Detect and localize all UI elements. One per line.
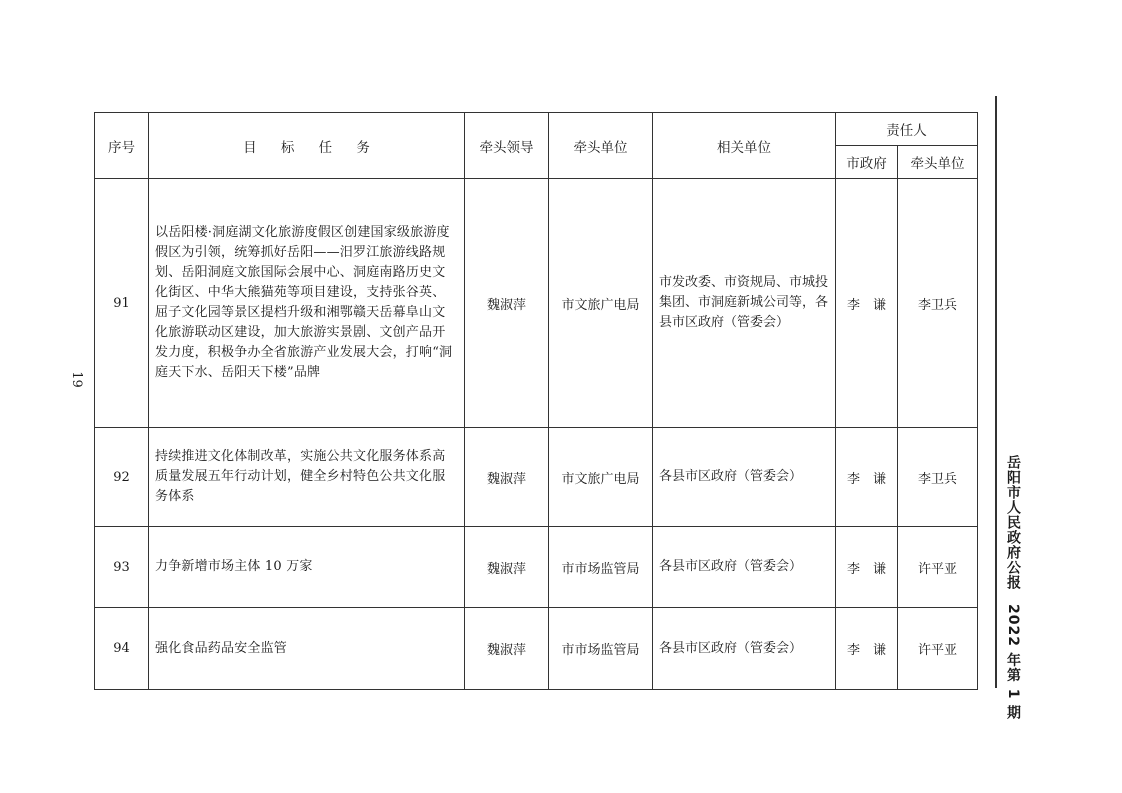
header-row: [95, 113, 978, 146]
row-seq: 91: [95, 179, 149, 428]
row-seq: 93: [95, 527, 149, 608]
header-task: 目 标 任 务: [149, 113, 465, 179]
row-related-units: 各县市区政府（管委会）: [653, 608, 836, 690]
row-related-units: 各县市区政府（管委会）: [653, 527, 836, 608]
header-city-gov: 市政府: [836, 146, 898, 179]
issue-label: 2022 年第 1 期: [1005, 604, 1021, 721]
row-lead-unit: 市市场监管局: [549, 527, 653, 608]
row-city-gov: 李 谦: [836, 527, 898, 608]
header-lead-unit-person: 牵头单位: [898, 146, 978, 179]
row-related-units: 市发改委、市资规局、市城投集团、市洞庭新城公司等，各县市区政府（管委会）: [653, 179, 836, 428]
row-lead-unit: 市文旅广电局: [549, 179, 653, 428]
header-lead-leader: 牵头领导: [465, 113, 549, 179]
row-city-gov: 李 谦: [836, 428, 898, 527]
row-lead-unit-person: 许平亚: [898, 527, 978, 608]
row-lead-leader: 魏淑萍: [465, 608, 549, 690]
table-row: [95, 428, 978, 527]
task-table: [94, 112, 978, 690]
row-lead-leader: 魏淑萍: [465, 527, 549, 608]
row-task: 强化食品药品安全监管: [149, 608, 465, 690]
row-lead-unit-person: 李卫兵: [898, 179, 978, 428]
row-city-gov: 李 谦: [836, 179, 898, 428]
page-number: 19: [68, 371, 84, 388]
row-related-units: 各县市区政府（管委会）: [653, 428, 836, 527]
row-lead-unit: 市文旅广电局: [549, 428, 653, 527]
publication-name: 岳阳市人民政府公报: [1005, 455, 1021, 590]
row-lead-leader: 魏淑萍: [465, 428, 549, 527]
header-responsible: 责任人: [836, 113, 978, 146]
table-row: [95, 527, 978, 608]
table-row: [95, 179, 978, 428]
row-task: 以岳阳楼·洞庭湖文化旅游度假区创建国家级旅游度假区为引领，统筹抓好岳阳——汨罗江旅游线路规划、岳阳洞庭文旅国际会展中心、洞庭南路历史文化街区、中华大熊猫苑等项目建设，支持张谷英、屈子文化园等景区提档升级和湘鄂赣天岳幕阜山文化旅游联动区建设，加大旅游实景剧、文创产品开发力度，积极争办全省旅游产业发展大会，打响“洞庭天下水、岳阳天下楼”品牌: [149, 179, 465, 428]
row-task: 持续推进文化体制改革，实施公共文化服务体系高质量发展五年行动计划，健全乡村特色公共文化服务体系: [149, 428, 465, 527]
row-lead-leader: 魏淑萍: [465, 179, 549, 428]
table-row: [95, 608, 978, 690]
row-seq: 92: [95, 428, 149, 527]
row-task: 力争新增市场主体 10 万家: [149, 527, 465, 608]
row-seq: 94: [95, 608, 149, 690]
row-lead-unit-person: 李卫兵: [898, 428, 978, 527]
header-related-units: 相关单位: [653, 113, 836, 179]
row-lead-unit-person: 许平亚: [898, 608, 978, 690]
row-lead-unit: 市市场监管局: [549, 608, 653, 690]
header-seq: 序号: [95, 113, 149, 179]
publication-side-title: [1003, 455, 1023, 720]
header-lead-unit: 牵头单位: [549, 113, 653, 179]
side-divider: [995, 96, 997, 688]
row-city-gov: 李 谦: [836, 608, 898, 690]
